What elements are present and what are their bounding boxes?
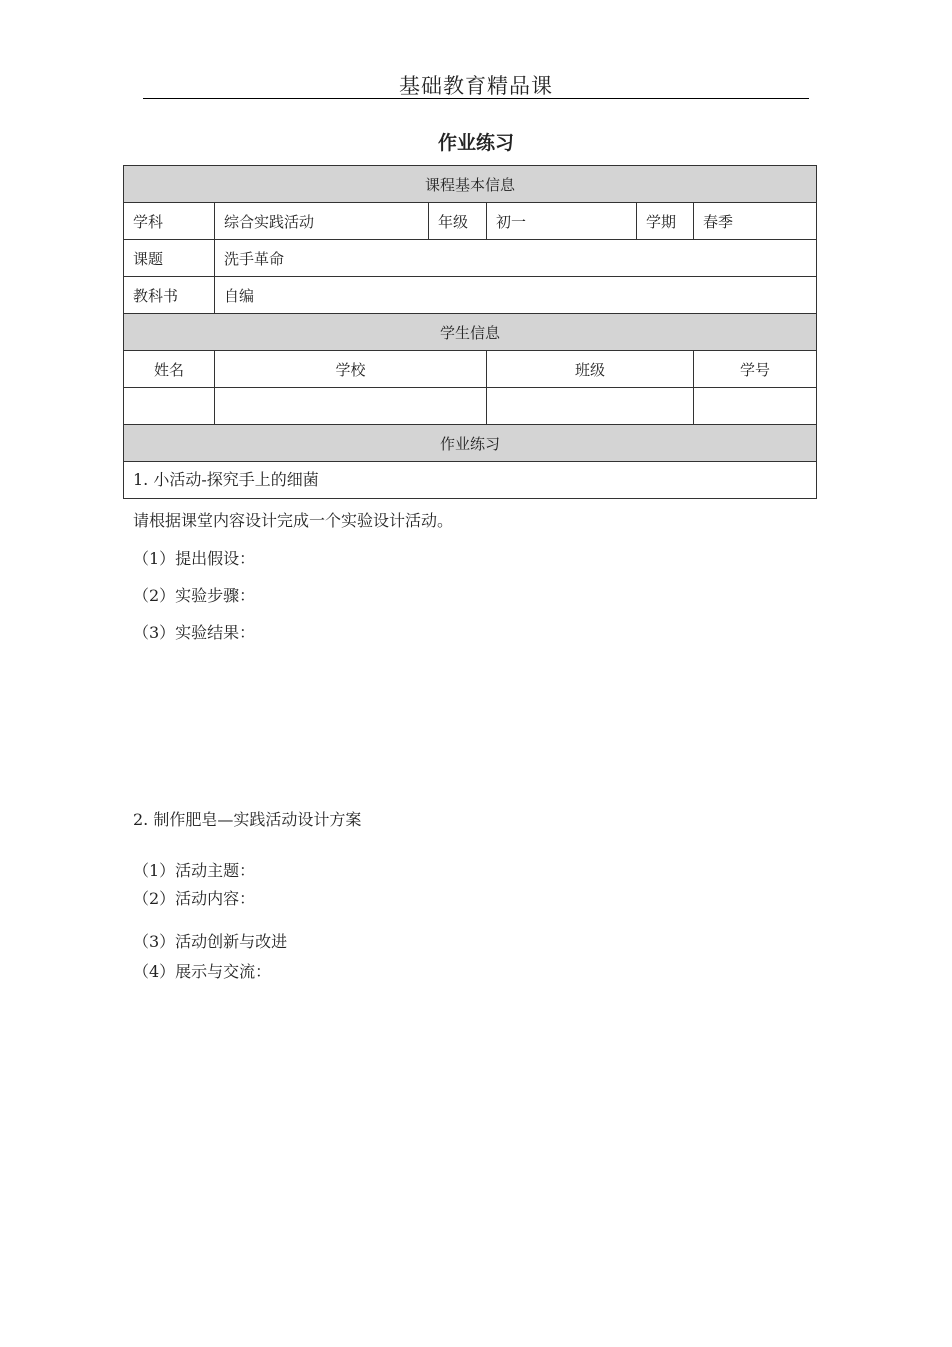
subject-label: 学科 [124,203,215,240]
question-1-title: 1. 小活动-探究手上的细菌 [133,470,319,489]
topic-value: 洗手革命 [215,240,817,277]
question-2-item-theme: （1）活动主题： [133,861,256,880]
class-column-header: 班级 [487,351,694,388]
school-column-header: 学校 [215,351,487,388]
homework-content-cell[interactable] [124,462,817,981]
question-1-intro: 请根据课堂内容设计完成一个实验设计活动。 [133,511,454,530]
student-info-header: 学生信息 [124,314,817,351]
school-input-cell[interactable] [215,388,487,425]
topic-label: 课题 [124,240,215,277]
question-2-item-innovation: （3）活动创新与改进 [133,932,288,951]
grade-value: 初一 [487,203,637,240]
question-1-item-steps: （2）实验步骤： [133,586,256,605]
page-title: 作业练习 [437,132,514,154]
homework-form-table [123,165,817,981]
homework-header: 作业练习 [124,425,817,462]
class-input-cell[interactable] [487,388,694,425]
subject-value: 综合实践活动 [215,203,429,240]
question-1-item-results: （3）实验结果： [133,623,256,642]
question-2-item-content: （2）活动内容： [133,889,256,908]
question-2-title: 2. 制作肥皂—实践活动设计方案 [133,810,362,829]
question-2-item-presentation: （4）展示与交流： [133,962,272,981]
textbook-value: 自编 [215,277,817,314]
question-1-item-hypothesis: （1）提出假设： [133,549,256,568]
header-divider [143,98,809,99]
term-label: 学期 [637,203,694,240]
term-value: 春季 [694,203,817,240]
name-column-header: 姓名 [124,351,215,388]
student-id-input-cell[interactable] [694,388,817,425]
textbook-label: 教科书 [124,277,215,314]
student-id-column-header: 学号 [694,351,817,388]
header-title: 基础教育精品课 [399,74,553,98]
course-info-header: 课程基本信息 [124,166,817,203]
grade-label: 年级 [429,203,487,240]
name-input-cell[interactable] [124,388,215,425]
